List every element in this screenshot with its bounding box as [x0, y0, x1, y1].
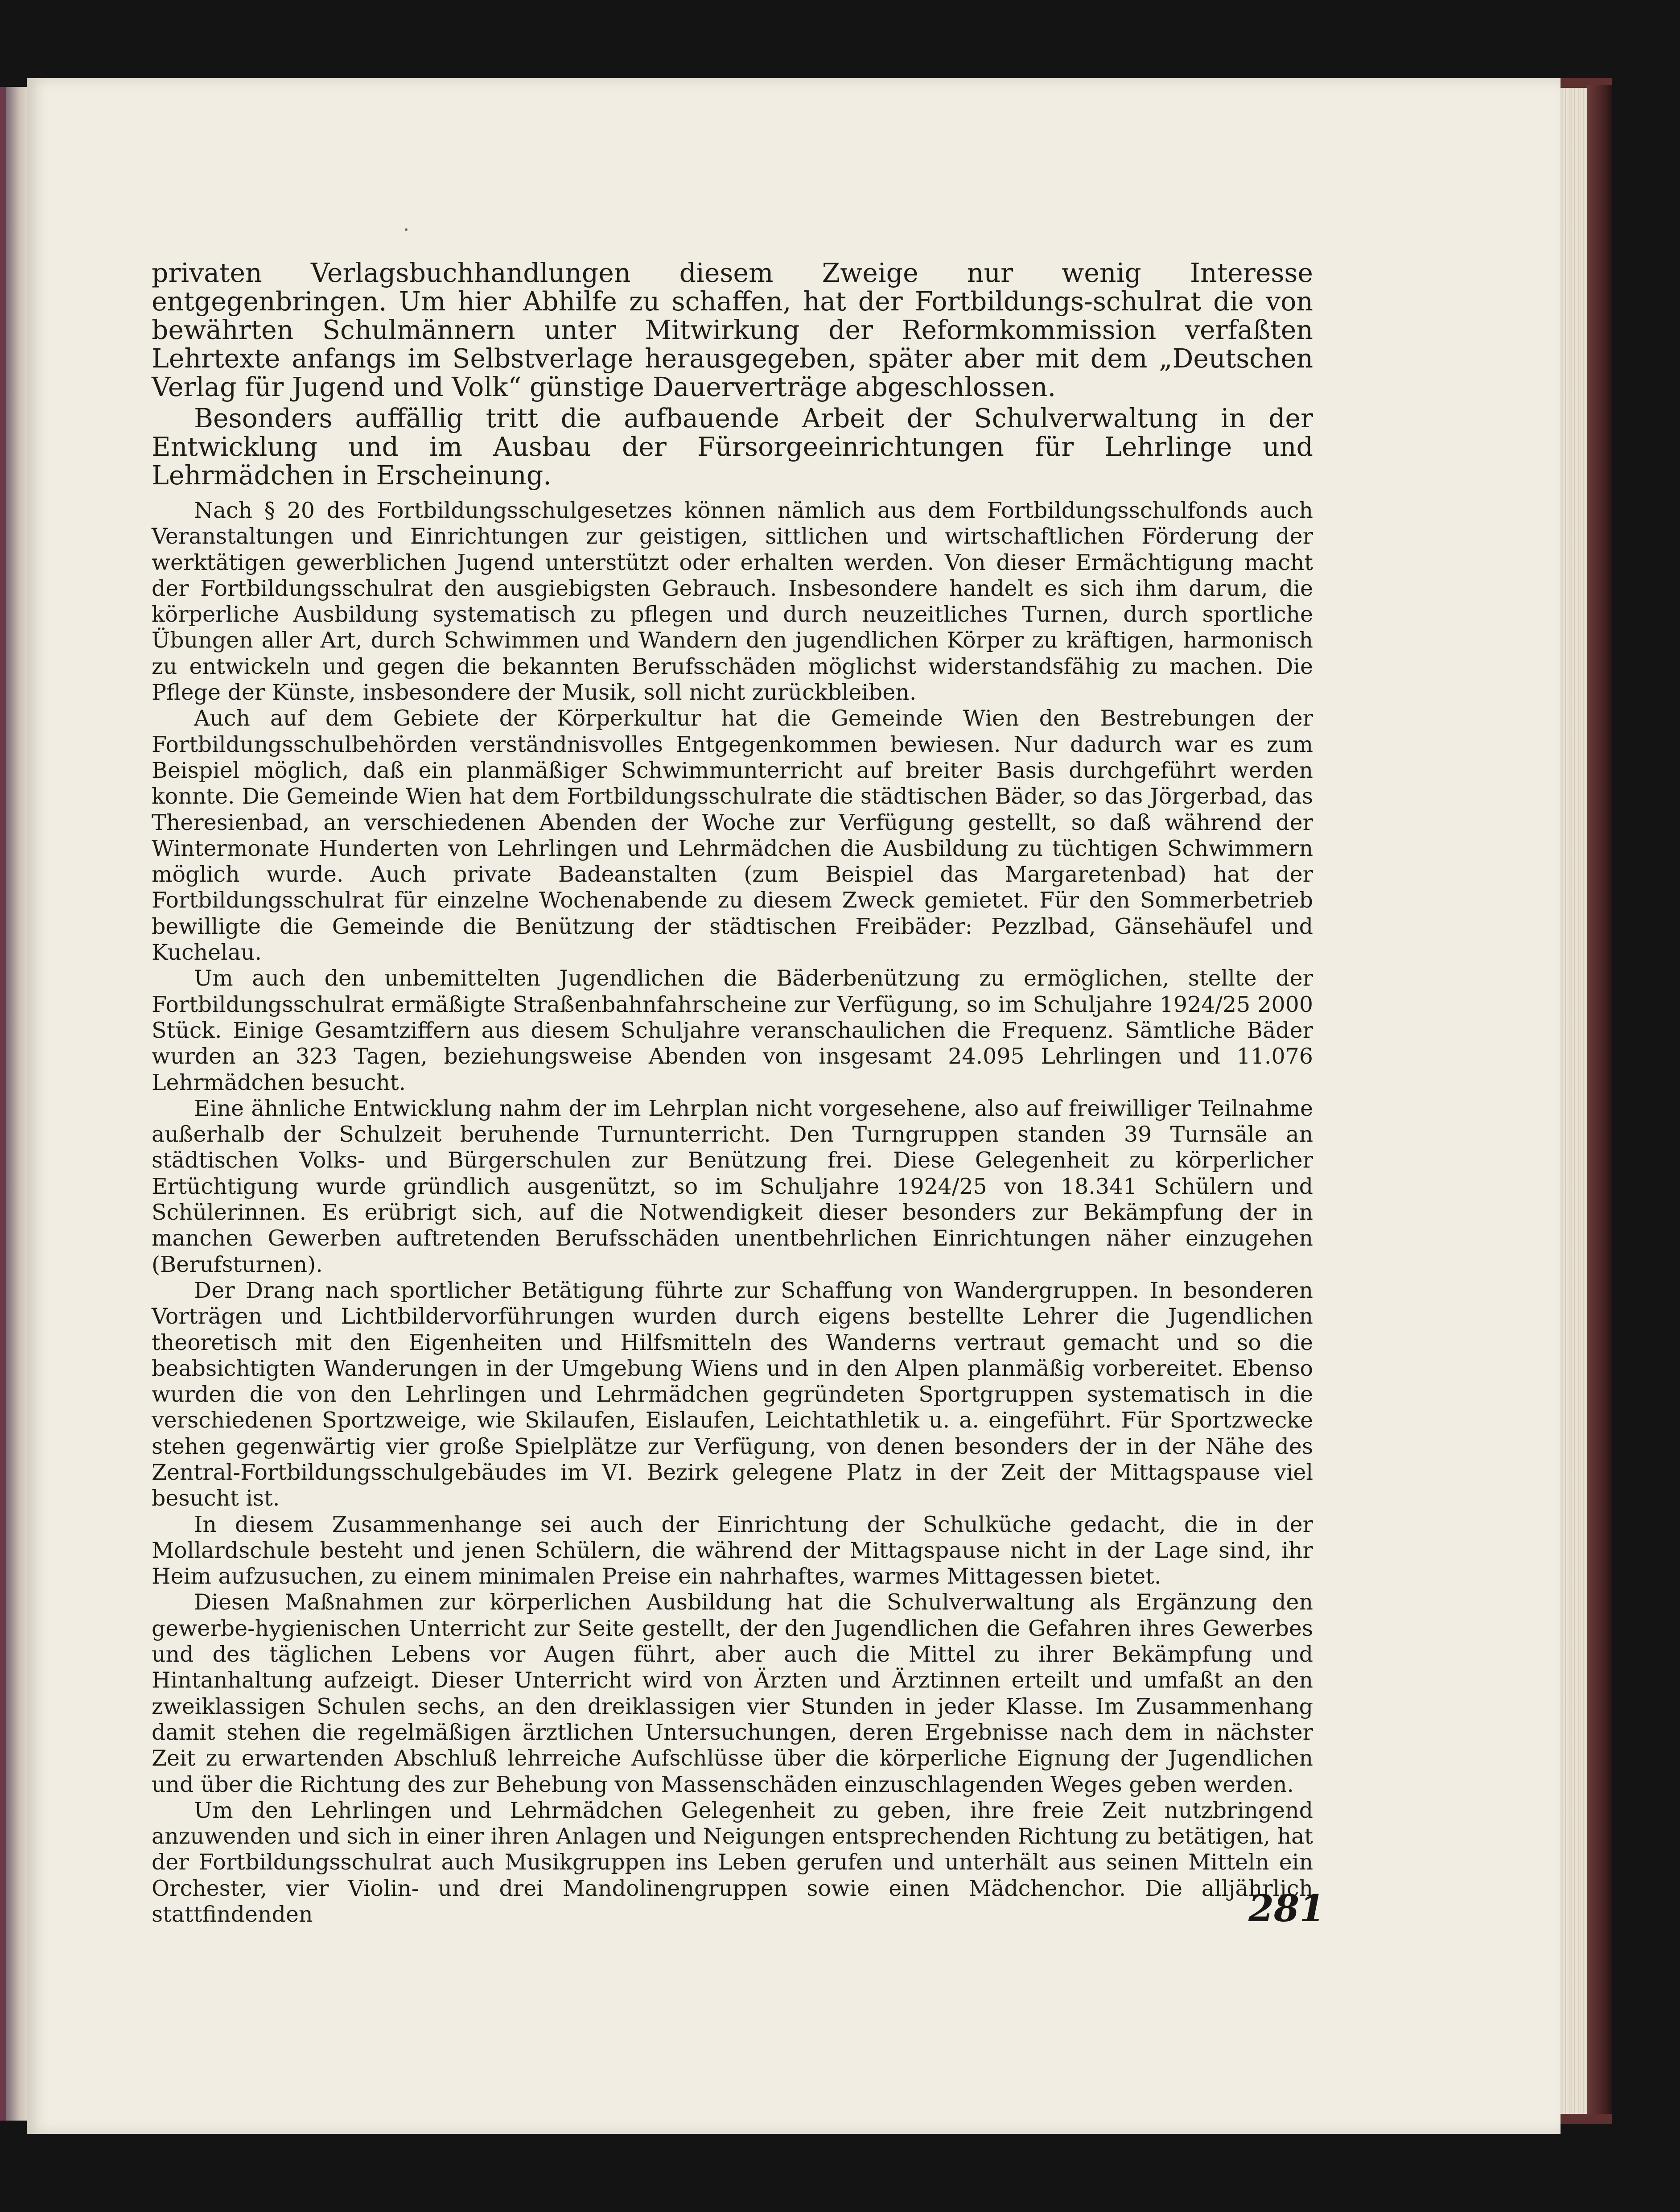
left-cover-edge — [0, 87, 6, 2121]
paragraph: Nach § 20 des Fortbildungsschulgesetzes können nämlich aus dem Fortbildungsschulfonds auch Veranstaltungen und Einrichtungen zur geistigen, sittlichen und wirtschaftlichen Förderung der werktätigen gewerblichen Jugend unterstützt oder erhalten werden. Von dieser Ermächtigung macht der Fortbildungsschulrat den ausgiebigsten Gebrauch. Insbesondere handelt es sich ihm darum, die körperliche Ausbildung systematisch zu pflegen und durch neuzeitliches Turnen, durch sportliche Übungen aller Art, durch Schwimmen und Wandern den jugendlichen Körper zu kräftigen, harmonisch zu entwickeln und gegen die bekannten Berufsschäden möglichst widerstandsfähig zu machen. Die Pflege der Künste, insbesondere der Musik, soll nicht zurückbleiben. — [152, 498, 1313, 706]
paragraph: Besonders auffällig tritt die aufbauende Arbeit der Schulverwaltung in der Entwicklung und im Ausbau der Fürsorgeeinrichtungen für Lehrlinge und Lehrmädchen in Erscheinung. — [152, 403, 1313, 491]
paragraph: Eine ähnliche Entwicklung nahm der im Lehrplan nicht vorgesehene, also auf freiwilliger Teilnahme außerhalb der Schulzeit beruhende Turnunterricht. Den Turngruppen standen 39 Turnsäle an städtischen Volks- und Bürgerschulen zur Benützung frei. Diese Gelegenheit zu körperlicher Ertüchtigung wurde gründlich ausgenützt, so im Schuljahre 1924/25 von 18.341 Schülern und Schülerinnen. Es erübrigt sich, auf die Notwendigkeit dieser besonders zur Bekämpfung der in manchen Gewerben auftretenden Berufsschäden unentbehrlichen Einrichtungen näher einzugehen (Berufsturnen). — [152, 1095, 1313, 1277]
paragraph: Der Drang nach sportlicher Betätigung führte zur Schaffung von Wandergruppen. In besonderen Vorträgen und Lichtbildervorführungen wurden durch eigens bestellte Lehrer die Jugendlichen theoretisch mit den Eigenheiten und Hilfsmitteln des Wanderns vertraut gemacht und so die beabsichtigten Wanderungen in der Umgebung Wiens und in den Alpen planmäßig vorbereitet. Ebenso wurden die von den Lehrlingen und Lehrmädchen gegründeten Sportgruppen systematisch in die verschiedenen Sportzweige, wie Skilaufen, Eislaufen, Leichtathletik u. a. eingeführt. Für Sportzwecke stehen gegenwärtig vier große Spielplätze zur Verfügung, von denen besonders der in der Nähe des Zentral-Fortbildungsschulgebäudes im VI. Bezirk gelegene Platz in der Zeit der Mittagspause viel besucht ist. — [152, 1277, 1313, 1511]
paragraph: Diesen Maßnahmen zur körperlichen Ausbildung hat die Schulverwaltung als Ergänzung den gewerbe-hygienischen Unterricht zur Seite gestellt, der den Jugendlichen die Gefahren ihres Gewerbes und des täglichen Lebens vor Augen führt, aber auch die Mittel zu ihrer Bekämpfung und Hintanhaltung aufzeigt. Dieser Unterricht wird von Ärzten und Ärztinnen erteilt und umfaßt an den zweiklassigen Schulen sechs, an den dreiklassigen vier Stunden in jeder Klasse. Im Zusammenhang damit stehen die regelmäßigen ärztlichen Untersuchungen, deren Ergebnisse nach dem in nächster Zeit zu erwartenden Abschluß lehrreiche Aufschlüsse über die körperliche Eignung der Jugendlichen und über die Richtung des zur Behebung von Massenschäden einzuschlagenden Weges geben werden. — [152, 1589, 1313, 1797]
paragraph: Um den Lehrlingen und Lehrmädchen Gelegenheit zu geben, ihre freie Zeit nutzbringend anzuwenden und sich in einer ihren Anlagen und Neigungen entsprechenden Richtung zu betätigen, hat der Fortbildungsschulrat auch Musikgruppen ins Leben gerufen und unterhält aus seinen Mitteln ein Orchester, vier Violin- und drei Mandolinengruppen sowie einen Mädchenchor. Die alljährlich stattfindenden — [152, 1797, 1313, 1927]
paragraph: Auch auf dem Gebiete der Körperkultur hat die Gemeinde Wien den Bestrebungen der Fortbildungsschulbehörden verständnisvolles Entgegenkommen bewiesen. Nur dadurch war es zum Beispiel möglich, daß ein planmäßiger Schwimmunterricht auf breiter Basis durchgeführt werden konnte. Die Gemeinde Wien hat dem Fortbildungsschulrate die städtischen Bäder, so das Jörgerbad, das Theresienbad, an verschiedenen Abenden der Woche zur Verfügung gestellt, so daß während der Wintermonate Hunderten von Lehrlingen und Lehrmädchen die Ausbildung zu tüchtigen Schwimmern möglich wurde. Auch private Badeanstalten (zum Beispiel das Margaretenbad) hat der Fortbildungsschulrat für einzelne Wochenabende zu diesem Zweck gemietet. Für den Sommerbetrieb bewilligte die Gemeinde die Benützung der städtischen Freibäder: Pezzlbad, Gänsehäufel und Kuchelau. — [152, 706, 1313, 966]
page-number: 281 — [1248, 1887, 1325, 1930]
paragraph: privaten Verlagsbuchhandlungen diesem Zweige nur wenig Interesse entgegenbringen. Um hier Abhilfe zu schaffen, hat der Fortbildungs-schulrat die von bewährten Schulmännern unter Mitwirkung der Reformkommission verfaßten Lehrtexte anfangs im Selbstverlage herausgegeben, später aber mit dem „Deutschen Verlag für Jugend und Volk“ günstige Dauerverträge abgeschlossen. — [152, 258, 1313, 402]
page-body-text — [152, 259, 1313, 1927]
speck-mark — [405, 228, 408, 231]
cover-board-right — [1587, 85, 1612, 2121]
paragraph: In diesem Zusammenhange sei auch der Einrichtung der Schulküche gedacht, die in der Mollardschule besteht und jenen Schülern, die während der Mittagspause nicht in der Lage sind, ihr Heim aufzusuchen, zu einem minimalen Preise ein nahrhaftes, warmes Mittagessen bietet. — [152, 1511, 1313, 1589]
paragraph: Um auch den unbemittelten Jugendlichen die Bäderbenützung zu ermöglichen, stellte der Fortbildungsschulrat ermäßigte Straßenbahnfahrscheine zur Verfügung, so im Schuljahre 1924/25 2000 Stück. Einige Gesamtziffern aus diesem Schuljahre veranschaulichen die Frequenz. Sämtliche Bäder wurden an 323 Tagen, beziehungsweise Abenden von insgesamt 24.095 Lehrlingen und 11.076 Lehrmädchen besucht. — [152, 966, 1313, 1095]
